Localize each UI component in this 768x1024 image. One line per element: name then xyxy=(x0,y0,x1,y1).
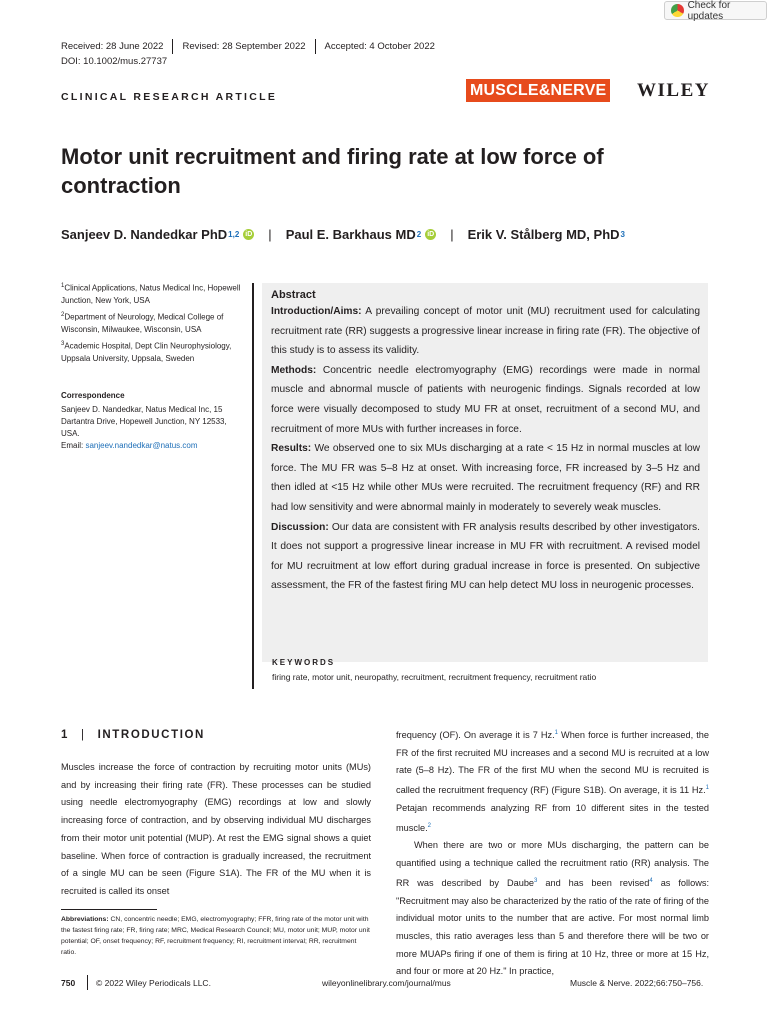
divider xyxy=(315,39,316,54)
article-title: Motor unit recruitment and firing rate at low force of contraction xyxy=(61,144,604,198)
paragraph xyxy=(396,837,709,981)
paragraph: Muscles increase the force of contraction by recruiting motor units (MUs) and by increasing their firing rate (FR). These processes can be studied using needle electromyography (EMG) recordings at low and slowly increasing force of contraction, and by observing individual MU discharges from their motor unit potential (MUP). At rest the EMG signal shows a quiet baseline. When force of contraction is gradually increased, the recruitment of a single MU can be seen (Figure S1A). The FR of the MU when it is recruited is called its onset xyxy=(61,762,371,896)
abstract-section xyxy=(271,518,700,596)
abstract-section xyxy=(271,439,700,517)
abstract-section-label: Results: xyxy=(271,443,312,455)
email-label: Email: xyxy=(61,441,86,450)
citation-link[interactable]: 2 xyxy=(427,822,431,829)
abstract-section xyxy=(271,361,700,439)
correspondence xyxy=(61,404,246,452)
article-dates xyxy=(61,39,435,54)
abstract-section-text: A prevailing concept of motor unit (MU) recruitment used for calculating recruitment rate (RR) suggests a progressive linear increase in firing rate (FR). The objective of this study is to assess its validity. xyxy=(271,306,700,357)
divider xyxy=(172,39,173,54)
author-separator: | xyxy=(450,227,454,242)
copyright: © 2022 Wiley Periodicals LLC. xyxy=(96,978,211,988)
journal-logo: MUSCLE&NERVE xyxy=(466,79,610,102)
citation-link[interactable]: 1 xyxy=(705,785,709,792)
paragraph-text: When there are two or more MUs discharging, the pattern can be quantified using a technique called the recruitment ratio (RR) analysis. The RR was described by Daube xyxy=(396,840,709,888)
section-heading xyxy=(61,729,205,741)
journal-citation: Muscle & Nerve. 2022;66:750–756. xyxy=(570,978,704,988)
paragraph-text: as follows: "Recruitment may also be characterized by the ratio of the rate of firing of the individual motor units to the number that are active. For most normal limb muscles, this ratio averages less than 5 and therefore there will be two or more MUAPs firing if one of them is firing at 10 Hz, three or more at 15 Hz, and four or more at 20 Hz." In practice, xyxy=(396,877,709,977)
author-affiliation-ref: 3 xyxy=(620,230,625,239)
affiliation-text: Department of Neurology, Medical College of Wisconsin, Milwaukee, Wisconsin, USA xyxy=(61,312,224,334)
section-number: 1 xyxy=(61,729,69,741)
body-column-left xyxy=(61,759,371,901)
affiliation xyxy=(61,280,246,307)
correspondence-address: Sanjeev D. Nandedkar, Natus Medical Inc, 15 Dartantra Drive, Hopewell Junction, NY 12533, USA. xyxy=(61,405,227,438)
abstract-section-text: Our data are consistent with FR analysis results described by other investigators. It does not support a progressive linear increase in MU FR with recruitment. A revised model for MU recruitment at low effort during gradual increase in force is presented. On subjective assessment, the FR of the fastest firing MU can help detect MU loss in neurogenic processes. xyxy=(271,521,700,592)
body-column-right xyxy=(396,725,709,981)
author-name[interactable]: Sanjeev D. Nandedkar PhD xyxy=(61,227,228,242)
accepted-date: Accepted: 4 October 2022 xyxy=(324,41,435,52)
received-date: Received: 28 June 2022 xyxy=(61,41,164,52)
affiliation xyxy=(61,338,246,365)
author-affiliation-ref: 2 xyxy=(416,230,422,239)
affiliation-number: 2 xyxy=(61,312,65,318)
article-type: CLINICAL RESEARCH ARTICLE xyxy=(61,91,278,103)
abstract-section-label: Introduction/Aims: xyxy=(271,306,362,317)
author-affiliation-ref: 1,2 xyxy=(228,230,240,239)
section-separator: | xyxy=(81,729,86,741)
revised-date: Revised: 28 September 2022 xyxy=(182,41,306,52)
orcid-icon[interactable]: iD xyxy=(245,231,253,238)
author-list xyxy=(61,227,625,242)
affiliation-text: Academic Hospital, Dept Clin Neurophysiology, Uppsala University, Uppsala, Sweden xyxy=(61,341,232,363)
paragraph-text: Petajan recommends analyzing RF from 10 different sites in the tested muscle. xyxy=(396,802,709,833)
abstract-section-label: Discussion: xyxy=(271,521,329,533)
affiliation xyxy=(61,309,246,336)
affiliation-text: Clinical Applications, Natus Medical Inc, Hopewell Junction, New York, USA xyxy=(61,283,241,305)
doi: DOI: 10.1002/mus.27737 xyxy=(61,56,168,67)
publisher-logo: WILEY xyxy=(637,80,710,101)
affiliation-number: 1 xyxy=(61,283,65,289)
page-number: 750 xyxy=(61,978,76,988)
paragraph-text: frequency (OF). On average it is 7 Hz. xyxy=(396,730,555,741)
footnote-label: Abbreviations: xyxy=(61,916,109,923)
abstract-section-text: We observed one to six MUs discharging at a rate < 15 Hz in normal muscles at low force. The MU FR was 5–8 Hz at onset. With increasing force, FR increased by 3–5 Hz and then idled at <15 Hz while other MUs were recruited. The recruitment frequency (RF) and RR had low sensitivity and were abnormal mainly in moderately to severely weak muscles. xyxy=(271,443,700,513)
abstract-section-label: Methods: xyxy=(271,364,317,376)
email-link[interactable]: sanjeev.nandedkar@natus.com xyxy=(85,441,198,450)
journal-url-link[interactable]: wileyonlinelibrary.com/journal/mus xyxy=(322,978,451,988)
author-name[interactable]: Paul E. Barkhaus MD xyxy=(285,227,416,242)
abstract-section xyxy=(271,302,700,361)
paragraph-text: and has been revised xyxy=(537,877,650,888)
citation-link[interactable]: 4 xyxy=(649,877,653,884)
paragraph-text: When force is further increased, the FR of the first recruited MU increases and a second MU is recruited at a low rate (5–8 Hz). The FR of the first MU when the second MU is recruited is called the recruitment frequency (RF) (Figure S1B). On average, it is 11 Hz. xyxy=(396,730,709,796)
paragraph xyxy=(396,725,709,837)
section-title: INTRODUCTION xyxy=(97,729,205,741)
abstract-section-text: Concentric needle electromyography (EMG) recordings were made in normal muscle and abnormal muscle of patients with neurogenic findings. Signals recorded at low force were visually decomposed to study MU FR at onset, recruitment of a second MU, and recruitment of more MUs with further increases in force. xyxy=(271,364,700,435)
keywords-title: KEYWORDS xyxy=(272,658,336,667)
affiliation-number: 3 xyxy=(61,341,65,347)
divider xyxy=(87,975,88,990)
citation-link[interactable]: 3 xyxy=(534,877,538,884)
check-for-updates-label: Check for updates xyxy=(687,0,731,22)
abstract-box xyxy=(262,283,708,662)
author-name[interactable]: Erik V. Stålberg MD, PhD xyxy=(467,227,620,242)
correspondence-title: Correspondence xyxy=(61,391,125,400)
footnote-text: CN, concentric needle; EMG, electromyography; FFR, firing rate of the motor unit with the fastest firing rate; FR, firing rate; MRC, Medical Research Council; MU, motor unit; MUP, motor unit potential; OF, onset frequency; RF, recruitment frequency; RI, recruitment interval; RR, recruitment ratio. xyxy=(61,916,370,956)
divider xyxy=(252,283,254,689)
author-separator: | xyxy=(268,227,272,242)
abstract-title: Abstract xyxy=(271,289,316,301)
footnote-rule xyxy=(61,909,157,910)
citation-link[interactable]: 1 xyxy=(554,730,558,736)
abbreviations-footnote xyxy=(61,914,371,958)
keywords-text: firing rate, motor unit, neuropathy, recruitment, recruitment frequency, recruitment ratio xyxy=(272,672,597,682)
check-for-updates-button[interactable] xyxy=(664,1,767,20)
orcid-icon[interactable]: iD xyxy=(427,231,435,238)
crossmark-icon xyxy=(671,4,684,17)
